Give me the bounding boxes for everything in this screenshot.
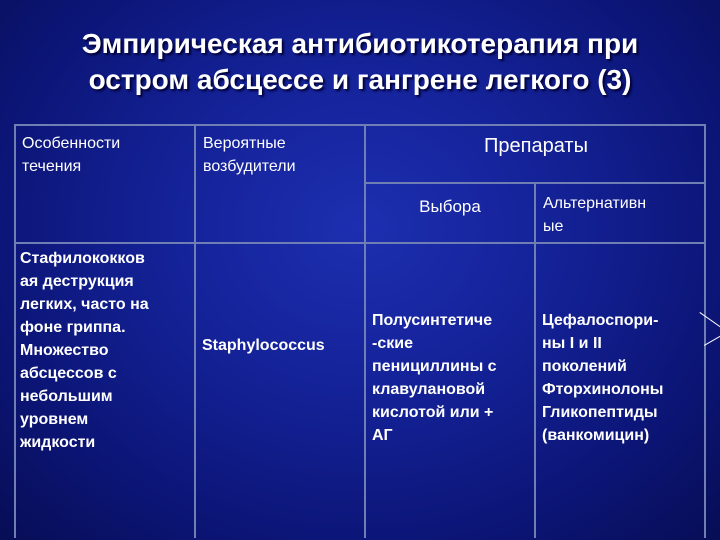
alternative-line: ны I и II [542, 335, 602, 352]
decorative-line-1 [699, 312, 720, 330]
header-pathogens-line-1: Вероятные [203, 135, 286, 152]
header-pathogens-line-2: возбудители [203, 158, 296, 175]
choice-line: -ские [372, 335, 413, 352]
alternative-line: (ванкомицин) [542, 427, 650, 444]
pathogen-cell [202, 334, 325, 357]
title-line-2: остром абсцессе и гангрене легкого (3) [88, 64, 632, 95]
header-choice-label: Выбора [419, 197, 481, 216]
header-alternative-line-1: Альтернативн [543, 195, 647, 212]
alternative-line: Цефалоспори- [542, 312, 659, 329]
header-alternative-line-2: ые [543, 218, 564, 235]
course-line: легких, часто на [20, 296, 149, 313]
header-course-line-2: течения [22, 158, 82, 175]
choice-line: пенициллины с [372, 358, 497, 375]
course-line: Стафилококков [20, 250, 145, 267]
course-line: Множество [20, 342, 109, 359]
decorative-line-2 [704, 330, 720, 346]
choice-line: АГ [372, 427, 393, 444]
column-divider-2 [364, 124, 366, 538]
header-drugs [366, 134, 706, 158]
column-divider-3 [534, 182, 536, 538]
header-choice [366, 195, 534, 218]
choice-line: кислотой или + [372, 404, 494, 421]
choice-cell [372, 309, 497, 447]
course-line: абсцессов с [20, 365, 117, 382]
header-course-line-1: Особенности [22, 135, 121, 152]
pathogen-name: Staphylococcus [202, 337, 325, 354]
header-alternative [543, 192, 646, 238]
alternative-cell [542, 309, 663, 447]
header-drugs-label: Препараты [484, 135, 588, 157]
drugs-subheader-divider [364, 182, 706, 184]
course-line: фоне гриппа. [20, 319, 126, 336]
course-cell [20, 247, 149, 454]
course-line: уровнем [20, 411, 89, 428]
header-row-divider [14, 242, 706, 244]
title-line-1: Эмпирическая антибиотикотерапия при [81, 28, 639, 59]
choice-line: клавулановой [372, 381, 486, 398]
table-border-right [704, 124, 706, 538]
course-line: жидкости [20, 434, 96, 451]
table-border-left [14, 124, 16, 538]
header-pathogens [203, 132, 296, 178]
course-line: небольшим [20, 388, 113, 405]
course-line: ая деструкция [20, 273, 134, 290]
table-border-top [14, 124, 706, 126]
column-divider-1 [194, 124, 196, 538]
slide-title [0, 26, 720, 98]
choice-line: Полусинтетиче [372, 312, 493, 329]
alternative-line: Гликопептиды [542, 404, 658, 421]
header-course [22, 132, 120, 178]
alternative-line: поколений [542, 358, 627, 375]
alternative-line: Фторхинолоны [542, 381, 664, 398]
